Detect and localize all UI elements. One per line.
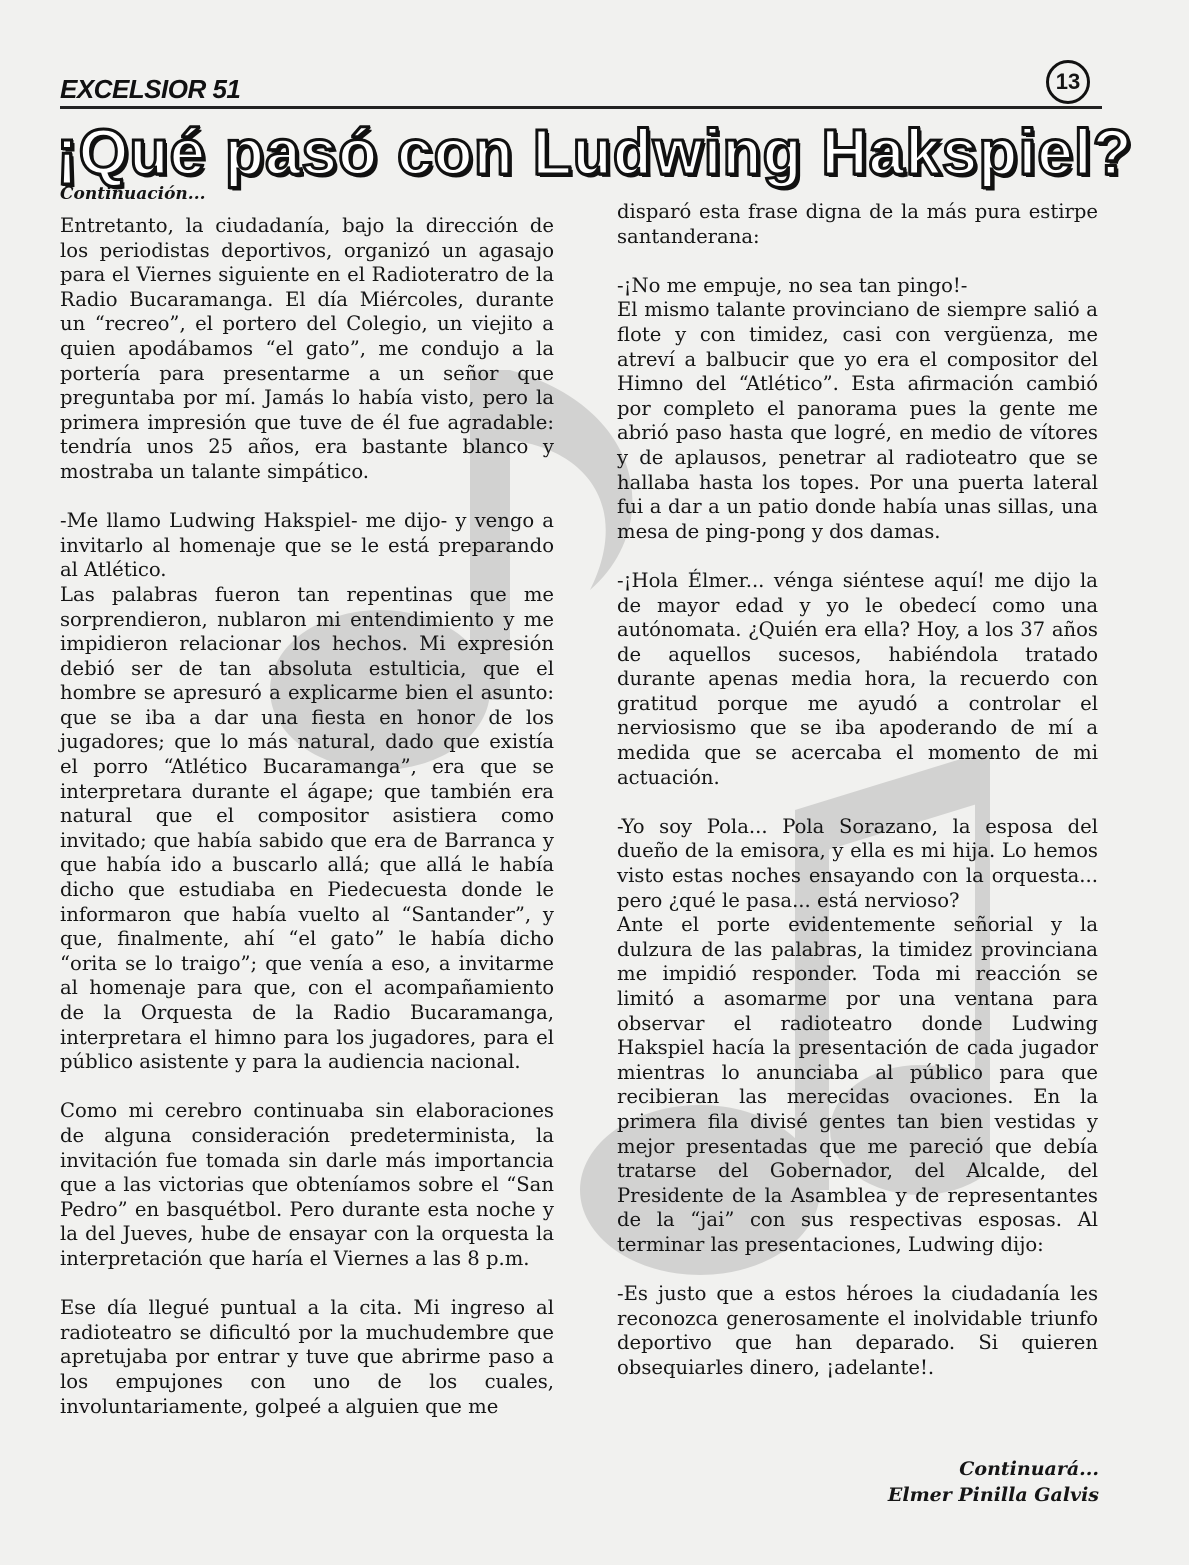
continues-label: Continuará...: [959, 1458, 1099, 1480]
page-number-badge: 13: [1046, 60, 1090, 104]
article-signoff: [888, 1456, 1099, 1508]
paragraph: Las palabras fueron tan repentinas que me sorprendieron, nublaron mi entendimiento y me impidieron relacionar los hechos. Mi expresión debió ser de tan absoluta estulticia, que el hombre se apresuró a explicarme bien el asunto: que se iba a dar una fiesta en honor de los jugadores; que lo más natural, dado que existía el porro “Atlético Bucaramanga”, era que se interpretara durante el ágape; que también era natural que el compositor asistiera como invitado; que había sabido que era de Barranca y que había ido a buscarlo allá; que allá le había dicho que estudiaba en Piedecuesta donde le informaron que había vuelto al “Santander”, y que, finalmente, ahí “el gato” le había dicho “orita se lo traigo”; que venía a eso, a invitarme al homenaje para que, con el acompañamiento de la Orquesta de la Radio Bucaramanga, interpretara el himno para los jugadores, para el público asistente y para la audiencia nacional.: [60, 582, 554, 1074]
paragraph: -Yo soy Pola... Pola Sorazano, la esposa del dueño de la emisora, y ella es mi hija. Lo hemos visto estas noches ensayando con la orquesta... pero ¿qué le pasa... está nervioso?: [617, 814, 1098, 912]
paragraph: Ese día llegué puntual a la cita. Mi ingreso al radioteatro se dificultó por la muchudembre que apretujaba por entrar y tuve que abrirme paso a los empujones con uno de los cuales, involuntariamente, golpeé a alguien que me: [60, 1296, 554, 1418]
continuation-label: Continuación...: [60, 184, 206, 204]
paragraph: Como mi cerebro continuaba sin elaboraciones de alguna consideración predeterminista, la invitación fue tomada sin darle más importancia que a las victorias que obteníamos sobre el “San Pedro” en basquétbol. Pero durante esta noche y la del Jueves, hube de ensayar con la orquesta la interpretación que haría el Viernes a las 8 p.m.: [60, 1099, 554, 1270]
paragraph: -Me llamo Ludwing Hakspiel- me dijo- y vengo a invitarlo al homenaje que se le está preparando al Atlético.: [60, 509, 554, 582]
paragraph: El mismo talante provinciano de siempre salió a flote y con timidez, casi con vergüenza, me atreví a balbucir que yo era el compositor del Himno del “Atlético”. Esta afirmación cambió por completo el panorama pues la gente me abrió paso hasta que logré, en medio de vítores y de aplausos, penetrar al radioteatro que se hallaba hasta los topes. Por una puerta lateral fui a dar a un patio donde había unas sillas, una mesa de ping-pong y dos damas.: [617, 298, 1098, 543]
header-rule: [60, 106, 1102, 109]
right-column: [617, 200, 1098, 1381]
paragraph: -¡Hola Élmer... vénga siéntese aquí! me dijo la de mayor edad y yo le obedecí como una autónomata. ¿Quién era ella? Hoy, a los 37 años de aquellos sucesos, habiéndola tratado durante apenas media hora, la recuerdo con gratitud porque me ayudó a controlar el nerviosismo que se iba apoderando de mí a medida que se acercaba el momento de mi actuación.: [617, 568, 1098, 789]
author-name: Elmer Pinilla Galvis: [887, 1484, 1099, 1506]
paragraph: -¡No me empuje, no sea tan pingo!-: [617, 273, 968, 297]
paragraph: -Es justo que a estos héroes la ciudadanía les reconozca generosamente el inolvidable triunfo deportivo que han deparado. Si quieren obsequiarles dinero, ¡adelante!.: [617, 1282, 1098, 1379]
article-title: ¡Qué pasó con Ludwing Hakspiel?: [56, 116, 1133, 188]
page-header: [60, 70, 1100, 110]
paragraph: Entretanto, la ciudadanía, bajo la dirección de los periodistas deportivos, organizó un agasajo para el Viernes siguiente en el Radioteratro de la Radio Bucaramanga. El día Miércoles, durante un “recreo”, el portero del Colegio, un viejito a quien apodábamos “el gato”, me condujo a la portería para presentarme a un señor que preguntaba por mí. Jamás lo había visto, pero la primera impresión que tuve de él fue agradable: tendría unos 25 años, era bastante blanco y mostraba un talante simpático.: [60, 214, 554, 483]
left-column: [60, 214, 554, 1419]
paragraph: Ante el porte evidentemente señorial y la dulzura de las palabras, la timidez provinciana me impidió responder. Toda mi reacción se limitó a asomarme por una ventana para observar el radioteatro donde Ludwing Hakspiel hacía la presentación de cada jugador mientras lo anunciaba al público para que recibieran las merecidas ovaciones. En la primera fila divisé gentes tan bien vestidas y mejor presentadas que me pareció que debía tratarse del Gobernador, del Alcalde, del Presidente de la Asamblea y de representantes de la “jai” con sus respectivas esposas. Al terminar las presentaciones, Ludwing dijo:: [617, 913, 1098, 1256]
magazine-brand: EXCELSIOR 51: [60, 74, 241, 104]
paragraph: disparó esta frase digna de la más pura estirpe santanderana:: [617, 200, 1098, 248]
